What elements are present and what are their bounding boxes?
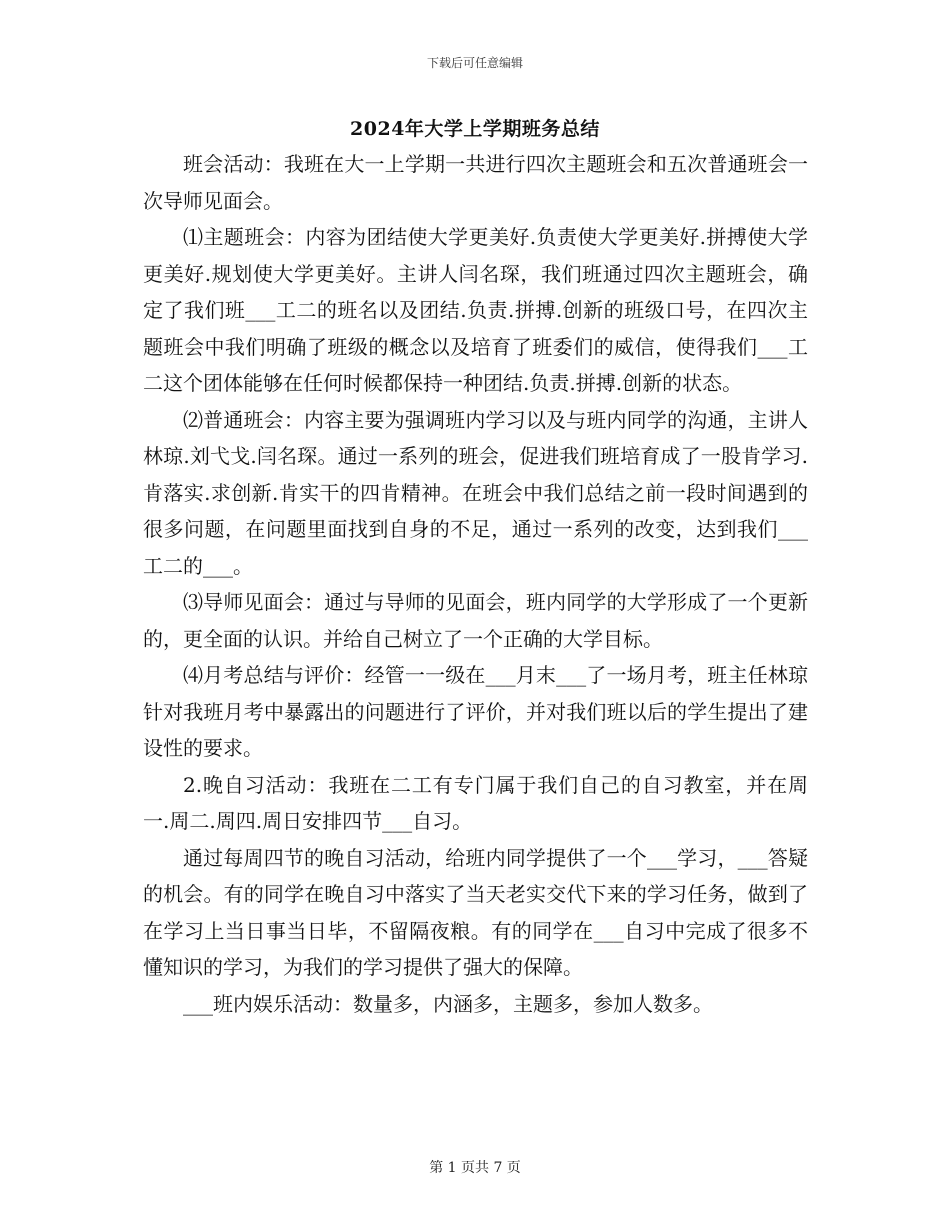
paragraph-theme-meetings: ⑴主题班会：内容为团结使大学更美好.负责使大学更美好.拼搏使大学更美好.规划使大学更美好。主讲人闫名琛，我们班通过四次主题班会，确定了我们班___工二的班名以及团结.负责.拼搏.创新的班级口号，在四次主题班会中我们明确了班级的概念以及培育了班委们的威信，使得我们___工二这个团体能够在任何时候都保持一种团结.负责.拼搏.创新的状态。 — [143, 225, 808, 395]
paragraph-advisor-meeting: ⑶导师见面会：通过与导师的见面会，班内同学的大学形成了一个更新的，更全面的认识。并给自己树立了一个正确的大学目标。 — [143, 590, 808, 651]
page-footer: 第 1 页共 7 页 — [429, 1160, 521, 1176]
paragraph-evening-study-benefits: 通过每周四节的晚自习活动，给班内同学提供了一个___学习，___答疑的机会。有的同学在晚自习中落实了当天老实交代下来的学习任务，做到了在学习上当日事当日毕，不留隔夜粮。有的同学在___自习中完成了很多不懂知识的学习，为我们的学习提供了强大的保障。 — [143, 845, 808, 979]
paragraph-entertainment: ___班内娱乐活动：数量多，内涵多，主题多，参加人数多。 — [183, 991, 713, 1016]
paragraph-evening-study: 2.晚自习活动：我班在二工有专门属于我们自己的自习教室，并在周一.周二.周四.周日安排四节___自习。 — [143, 772, 808, 833]
document-title: 2024年大学上学期班务总结 — [350, 118, 600, 140]
paragraph-class-meetings-intro: 班会活动：我班在大一上学期一共进行四次主题班会和五次普通班会一次导师见面会。 — [143, 152, 808, 213]
document-body — [143, 146, 808, 1022]
paragraph-regular-meetings: ⑵普通班会：内容主要为强调班内学习以及与班内同学的沟通，主讲人林琼.刘弋戈.闫名琛。通过一系列的班会，促进我们班培育成了一股肯学习.肯落实.求创新.肯实干的四肯精神。在班会中我们总结之前一段时间遇到的很多问题，在问题里面找到自身的不足，通过一系列的改变，达到我们___工二的___。 — [143, 407, 808, 578]
page-header-note: 下载后可任意编辑 — [426, 56, 523, 70]
paragraph-monthly-exam: ⑷月考总结与评价：经管一一级在___月末___了一场月考，班主任林琼针对我班月考中暴露出的问题进行了评价，并对我们班以后的学生提出了建设性的要求。 — [143, 663, 808, 760]
